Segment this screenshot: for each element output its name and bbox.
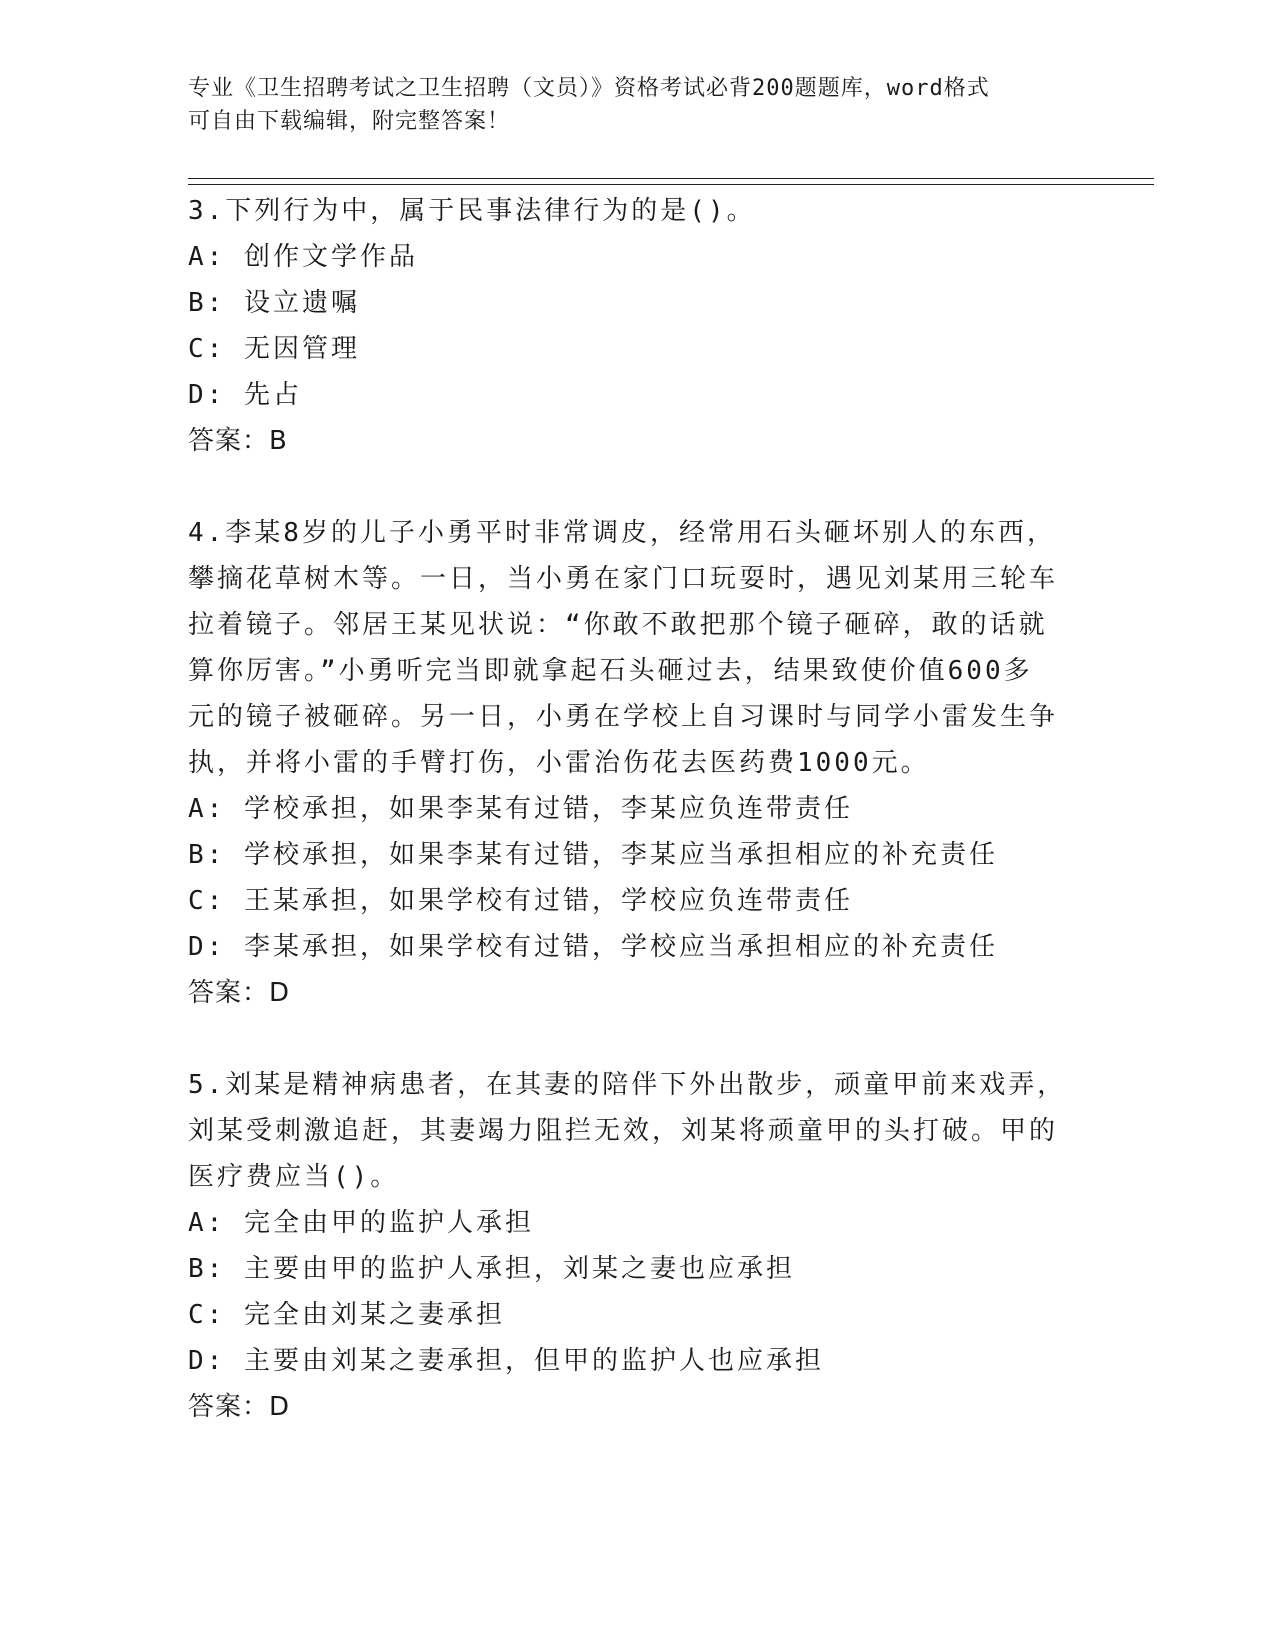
- question-4: [188, 510, 1088, 1016]
- option-c: C: 无因管理: [188, 334, 360, 364]
- stem-line: 3.下列行为中，属于民事法律行为的是()。: [188, 196, 756, 226]
- question-stem: [188, 188, 1088, 234]
- question-5: [188, 1062, 1088, 1430]
- option-b: B: 设立遗嘱: [188, 288, 360, 318]
- stem-line: 4.李某8岁的儿子小勇平时非常调皮，经常用石头砸坏别人的东西，: [188, 518, 1056, 548]
- stem-line: 算你厉害。”小勇听完当即就拿起石头砸过去，结果致使价值600多: [188, 656, 1033, 686]
- answer-label: 答案：D: [188, 1392, 291, 1422]
- option-a: A: 创作文学作品: [188, 242, 418, 272]
- option-d: D: 先占: [188, 380, 302, 410]
- answer-label: 答案：D: [188, 978, 291, 1008]
- header-line-2: 可自由下载编辑，附完整答案！: [188, 109, 511, 134]
- header-divider-top: [188, 178, 1154, 179]
- document-header: [188, 72, 1068, 138]
- option-a: A: 学校承担，如果李某有过错，李某应负连带责任: [188, 794, 853, 824]
- option-d: D: 主要由刘某之妻承担，但甲的监护人也应承担: [188, 1346, 824, 1376]
- option-a: A: 完全由甲的监护人承担: [188, 1208, 534, 1238]
- stem-line: 攀摘花草树木等。一日，当小勇在家门口玩耍时，遇见刘某用三轮车: [188, 564, 1059, 594]
- stem-line: 医疗费应当()。: [188, 1162, 400, 1192]
- option-c: C: 王某承担，如果学校有过错，学校应负连带责任: [188, 886, 853, 916]
- header-divider-bottom: [188, 184, 1154, 185]
- stem-line: 刘某受刺激追赶，其妻竭力阻拦无效，刘某将顽童甲的头打破。甲的: [188, 1116, 1059, 1146]
- stem-line: 5.刘某是精神病患者，在其妻的陪伴下外出散步，顽童甲前来戏弄，: [188, 1070, 1067, 1100]
- option-d: D: 李某承担，如果学校有过错，学校应当承担相应的补充责任: [188, 932, 998, 962]
- stem-line: 元的镜子被砸碎。另一日，小勇在学校上自习课时与同学小雷发生争: [188, 702, 1059, 732]
- stem-line: 拉着镜子。邻居王某见状说：“你敢不敢把那个镜子砸碎，敢的话就: [188, 610, 1048, 640]
- header-line-1: 专业《卫生招聘考试之卫生招聘（文员）》资格考试必背200题题库，word格式: [188, 76, 990, 101]
- question-stem: [188, 510, 1088, 786]
- answer-label: 答案：B: [188, 426, 288, 456]
- question-list: [188, 188, 1088, 1476]
- question-3: [188, 188, 1088, 464]
- stem-line: 执，并将小雷的手臂打伤，小雷治伤花去医药费1000元。: [188, 748, 930, 778]
- option-b: B: 学校承担，如果李某有过错，李某应当承担相应的补充责任: [188, 840, 998, 870]
- option-c: C: 完全由刘某之妻承担: [188, 1300, 505, 1330]
- question-stem: [188, 1062, 1088, 1200]
- option-b: B: 主要由甲的监护人承担，刘某之妻也应承担: [188, 1254, 795, 1284]
